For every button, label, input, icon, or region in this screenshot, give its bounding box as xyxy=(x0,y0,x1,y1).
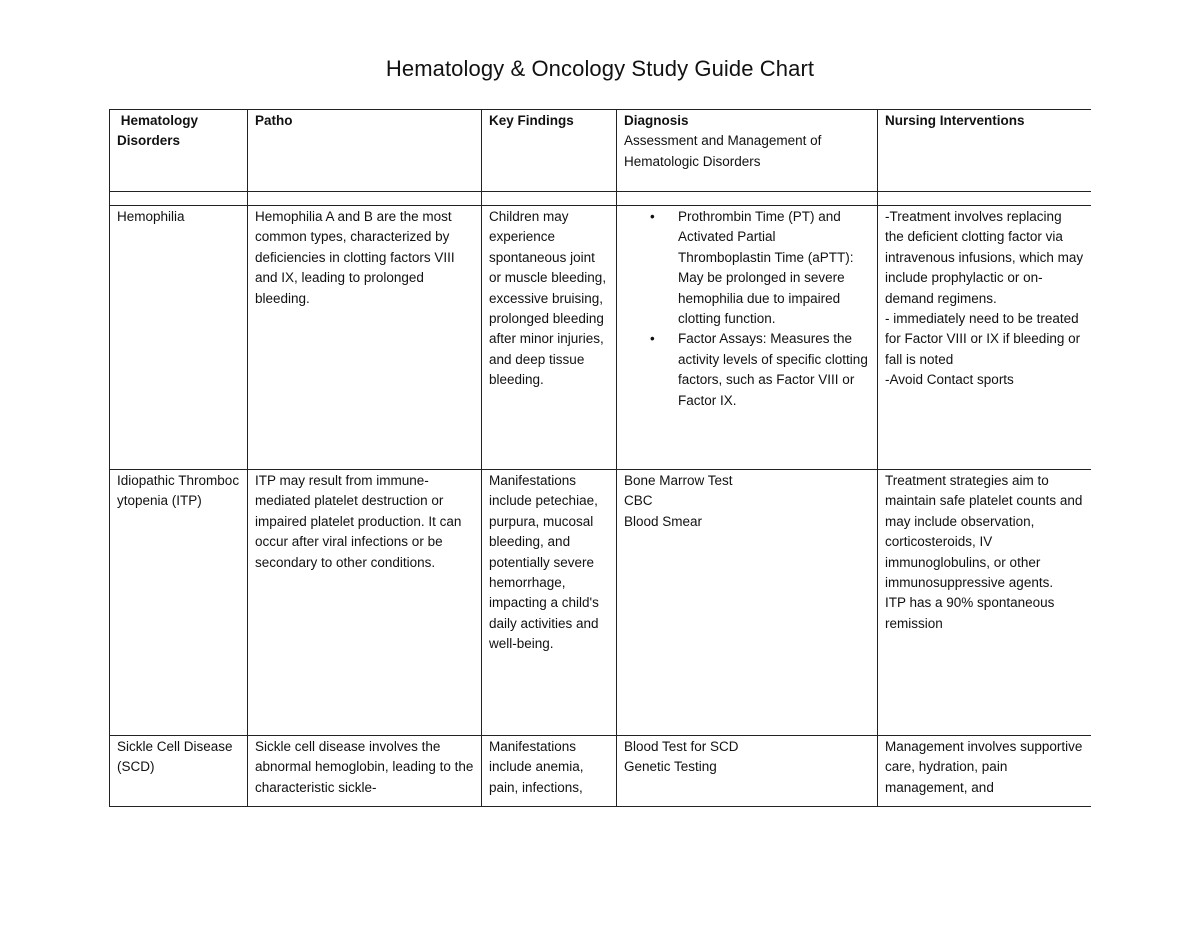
diagnosis-cell xyxy=(617,736,878,808)
disorder-cell: Hemophilia xyxy=(110,206,248,470)
diagnosis-line: CBC xyxy=(624,493,653,509)
intervention-line: ITP has a 90% spontaneous remission xyxy=(885,595,1055,631)
column-header-disorders xyxy=(110,110,248,192)
key-findings-cell: Manifestations include petechiae, purpura, mucosal bleeding, and potentially severe hemorrhage, impacting a child's daily activities and well-being. xyxy=(482,470,617,736)
empty-cell xyxy=(617,192,878,206)
table-row-hemophilia xyxy=(110,206,1092,470)
diagnosis-line: Bone Marrow Test xyxy=(624,473,733,488)
diagnosis-bullet-item: • Factor Assays: Measures the activity levels of specific clotting factors, such as Factor VIII or Factor IX. xyxy=(678,329,870,411)
column-header-label: Nursing Interventions xyxy=(885,113,1025,128)
column-header-diagnosis xyxy=(617,110,878,192)
column-header-label: Diagnosis xyxy=(624,113,689,128)
diagnosis-line: Genetic Testing xyxy=(624,759,717,775)
intervention-line: -Avoid Contact sports xyxy=(885,372,1014,388)
key-findings-cell: Children may experience spontaneous joint or muscle bleeding, excessive bruising, prolonged bleeding after minor injuries, and deep tissue bleeding. xyxy=(482,206,617,470)
diagnosis-bullet-list xyxy=(624,207,870,411)
table-header-row xyxy=(110,110,1092,192)
diagnosis-line: Blood Test for SCD xyxy=(624,739,739,754)
diagnosis-bullet-item: • Prothrombin Time (PT) and Activated Partial Thromboplastin Time (aPTT): May be prolonged in severe hemophilia due to impaired clotting function. xyxy=(678,207,870,329)
column-header-patho xyxy=(248,110,482,192)
empty-cell xyxy=(248,192,482,206)
intervention-line: -Treatment involves replacing the deficient clotting factor via intravenous infusions, which may include prophylactic or on-demand regimens. xyxy=(885,209,1084,306)
column-header-key-findings xyxy=(482,110,617,192)
interventions-cell xyxy=(878,470,1092,736)
column-header-nursing-interventions xyxy=(878,110,1092,192)
diagnosis-line: Blood Smear xyxy=(624,513,703,529)
diagnosis-cell xyxy=(617,470,878,736)
patho-cell: Sickle cell disease involves the abnormal hemoglobin, leading to the characteristic sickle- xyxy=(248,736,482,808)
interventions-cell xyxy=(878,206,1092,470)
key-findings-cell: Manifestations include anemia, pain, infections, xyxy=(482,736,617,808)
table-row-itp xyxy=(110,470,1092,736)
diagnosis-cell xyxy=(617,206,878,470)
disorder-cell: Idiopathic Thrombocytopenia (ITP) xyxy=(110,470,248,736)
interventions-cell xyxy=(878,736,1092,808)
study-guide-table-container xyxy=(109,109,1091,807)
table-row-sickle-cell xyxy=(110,736,1092,808)
disorder-cell: Sickle Cell Disease (SCD) xyxy=(110,736,248,808)
column-header-label: Hematology Disorders xyxy=(117,113,202,149)
patho-cell: ITP may result from immune-mediated platelet destruction or impaired platelet production. It can occur after viral infections or be secondary to other conditions. xyxy=(248,470,482,736)
column-header-label: Patho xyxy=(255,113,293,128)
intervention-line: Management involves supportive care, hydration, pain management, and xyxy=(885,739,1083,795)
page-title: Hematology & Oncology Study Guide Chart xyxy=(385,56,815,81)
empty-cell xyxy=(110,192,248,206)
table-spacer-row xyxy=(110,192,1092,206)
study-guide-table xyxy=(109,109,1091,807)
empty-cell xyxy=(878,192,1092,206)
column-header-label: Key Findings xyxy=(489,113,574,128)
intervention-line: - immediately need to be treated for Factor VIII or IX if bleeding or fall is noted xyxy=(885,311,1081,367)
column-header-subtitle: Assessment and Management of Hematologic Disorders xyxy=(624,133,822,169)
patho-cell: Hemophilia A and B are the most common types, characterized by deficiencies in clotting factors VIII and IX, leading to prolonged bleeding. xyxy=(248,206,482,470)
intervention-line: Treatment strategies aim to maintain safe platelet counts and may include observation, corticosteroids, IV immunoglobulins, or other immunosuppressive agents. xyxy=(885,473,1083,591)
empty-cell xyxy=(482,192,617,206)
